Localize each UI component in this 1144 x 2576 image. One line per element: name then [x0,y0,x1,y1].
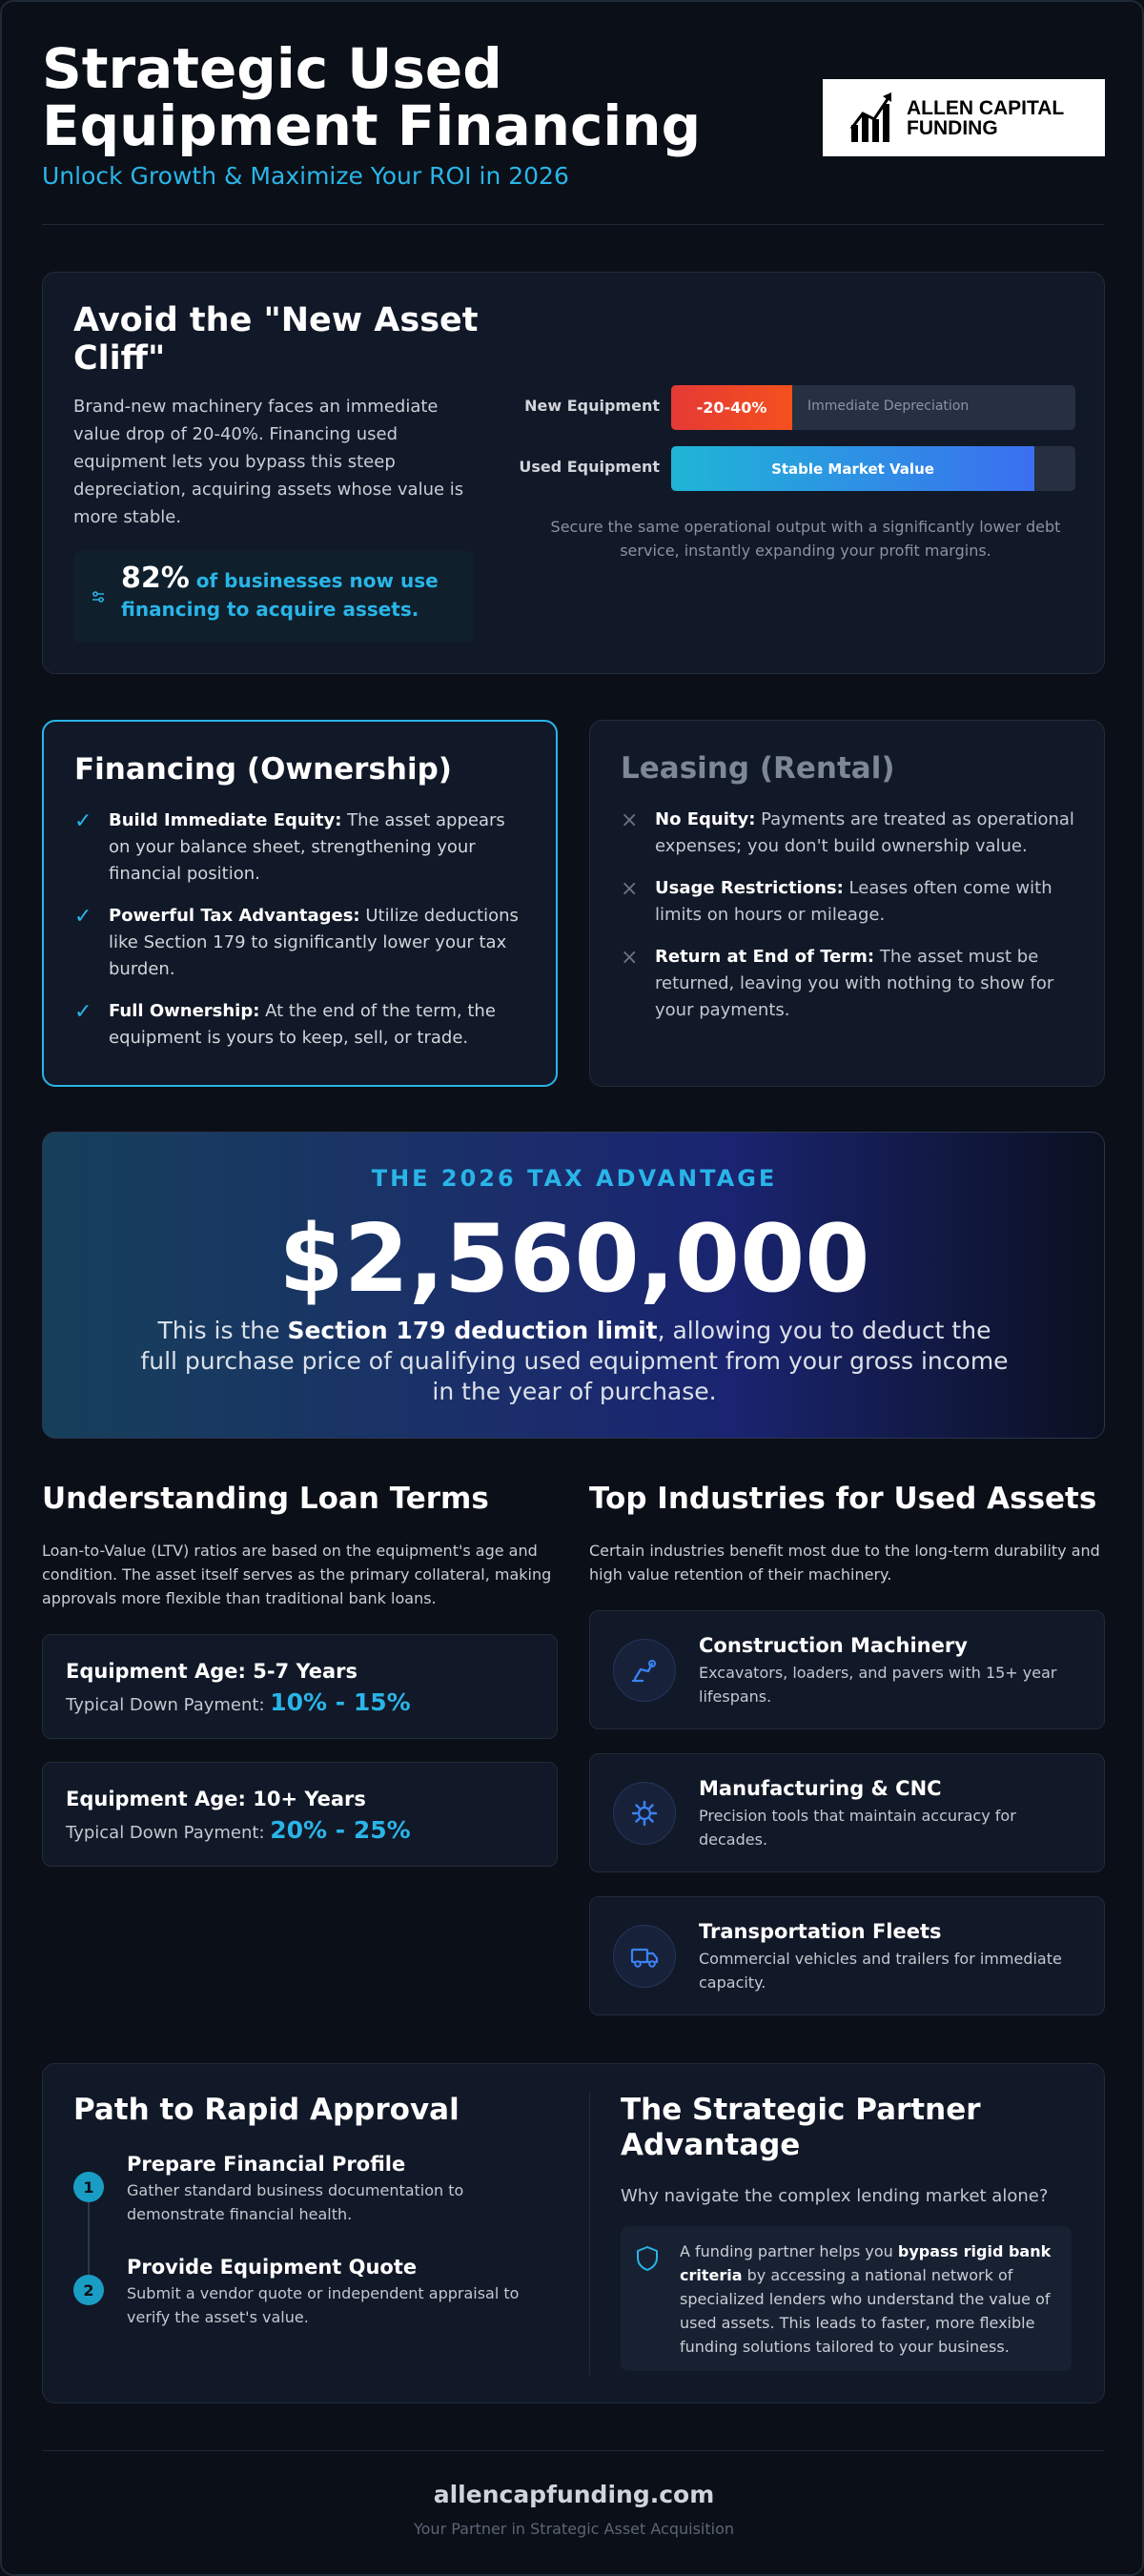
leasing-item: Return at End of Term: The asset must be returned, leaving you with nothing to show for your payments. [655,947,1054,1020]
step-description: Submit a vendor quote or independent appraisal to verify the asset's value. [127,2284,520,2326]
stat-callout [73,551,474,643]
industry-card: Transportation Fleets Commercial vehicles and trailers for immediate capacity. [589,1896,1105,2015]
industries-title: Top Industries for Used Assets [589,1482,1097,1516]
divider [42,2450,1104,2451]
stable-value-segment: Stable Market Value [671,446,1034,491]
leasing-card [589,720,1105,1087]
leasing-title: Leasing (Rental) [621,751,895,786]
sliders-icon [91,589,106,604]
gear-icon [613,1782,676,1845]
footer-tagline: Your Partner in Strategic Asset Acquisition [413,2520,734,2538]
financing-title: Financing (Ownership) [74,752,452,787]
cliff-body: Brand-new machinery faces an immediate value drop of 20-40%. Financing used equipment lets you bypass this steep depreciation, acquiring assets whose value is more stable. [73,397,464,527]
financing-item: Powerful Tax Advantages: Utilize deductions like Section 179 to significantly lower your tax burden. [109,906,519,979]
new-equipment-bar [671,385,1075,430]
excavator-icon [613,1639,676,1702]
partner-callout [621,2226,1072,2371]
footer-domain: allencapfunding.com [433,2481,715,2508]
industry-card: Construction Machinery Excavators, loaders, and pavers with 15+ year lifespans. [589,1610,1105,1729]
partner-text: A funding partner helps you bypass rigid bank criteria by accessing a national network of specialized lenders who understand the value of used assets. This leads to faster, more flexible funding solutions tailored to your business. [680,2242,1052,2356]
depreciation-note: Immediate Depreciation [807,399,970,414]
approval-title: Path to Rapid Approval [73,2093,460,2127]
column-divider [589,2093,590,2375]
truck-icon [613,1925,676,1988]
financing-card [42,720,558,1087]
tax-description: This is the Section 179 deduction limit, allowing you to deduct the full purchase price of qualifying used equipment from your gross income in the year of purchase. [140,1317,1009,1405]
loan-terms-title: Understanding Loan Terms [42,1482,489,1516]
partner-title: The Strategic Partner Advantage [621,2093,981,2162]
financing-item: Build Immediate Equity: The asset appears on your balance sheet, strengthening your financial position. [109,810,505,884]
used-equipment-bar [671,446,1075,491]
approval-partner-card [42,2063,1105,2403]
leasing-item: No Equity: Payments are treated as operational expenses; you don't build ownership value. [655,809,1074,856]
step-number: 2 [73,2275,104,2305]
leasing-item: Usage Restrictions: Leases often come with limits on hours or mileage. [655,878,1052,925]
company-logo: ALLEN CAPITAL FUNDING [823,79,1105,156]
step-description: Gather standard business documentation to demonstrate financial health. [127,2181,464,2223]
page-subtitle: Unlock Growth & Maximize Your ROI in 2026 [42,162,569,190]
page-title: Strategic Used Equipment Financing [42,36,702,158]
tax-eyebrow: THE 2026 TAX ADVANTAGE [371,1165,778,1192]
stat-text: of businesses now use financing to acquire assets. [121,569,439,621]
loan-term-card: Equipment Age: 5-7 Years Typical Down Payment: 10% - 15% [42,1634,558,1739]
industry-card: Manufacturing & CNC Precision tools that maintain accuracy for decades. [589,1753,1105,1872]
tax-advantage-banner [42,1132,1105,1439]
industries-intro: Certain industries benefit most due to the long-term durability and high value retention of their machinery. [589,1542,1100,1584]
check-icon: ✓ [74,1000,92,1024]
x-icon: × [621,877,639,901]
step-title: Provide Equipment Quote [127,2256,418,2279]
shield-icon [636,2245,659,2272]
x-icon: × [621,808,639,832]
cliff-caption: Secure the same operational output with a significantly lower debt service, instantly expanding your profit margins. [550,518,1061,560]
x-icon: × [621,946,639,970]
check-icon: ✓ [74,809,92,833]
check-icon: ✓ [74,905,92,929]
stat-value: 82% [121,562,190,595]
cliff-title: Avoid the "New Asset Cliff" [73,301,479,378]
step-number: 1 [73,2172,104,2202]
tax-amount: $2,560,000 [278,1205,870,1314]
loan-term-card: Equipment Age: 10+ Years Typical Down Payment: 20% - 25% [42,1762,558,1867]
asset-cliff-card [42,272,1105,674]
loan-terms-intro: Loan-to-Value (LTV) ratios are based on the equipment's age and condition. The asset itself serves as the primary collateral, making approvals more flexible than traditional bank loans. [42,1542,552,1607]
used-equipment-label: Used Equipment [519,458,660,476]
partner-question: Why navigate the complex lending market alone? [621,2186,1049,2206]
financing-item: Full Ownership: At the end of the term, the equipment is yours to keep, sell, or trade. [109,1001,496,1048]
new-equipment-label: New Equipment [524,397,660,415]
divider [42,224,1104,225]
growth-chart-icon [849,91,893,146]
step-title: Prepare Financial Profile [127,2153,406,2176]
depreciation-segment: -20-40% [671,385,792,430]
